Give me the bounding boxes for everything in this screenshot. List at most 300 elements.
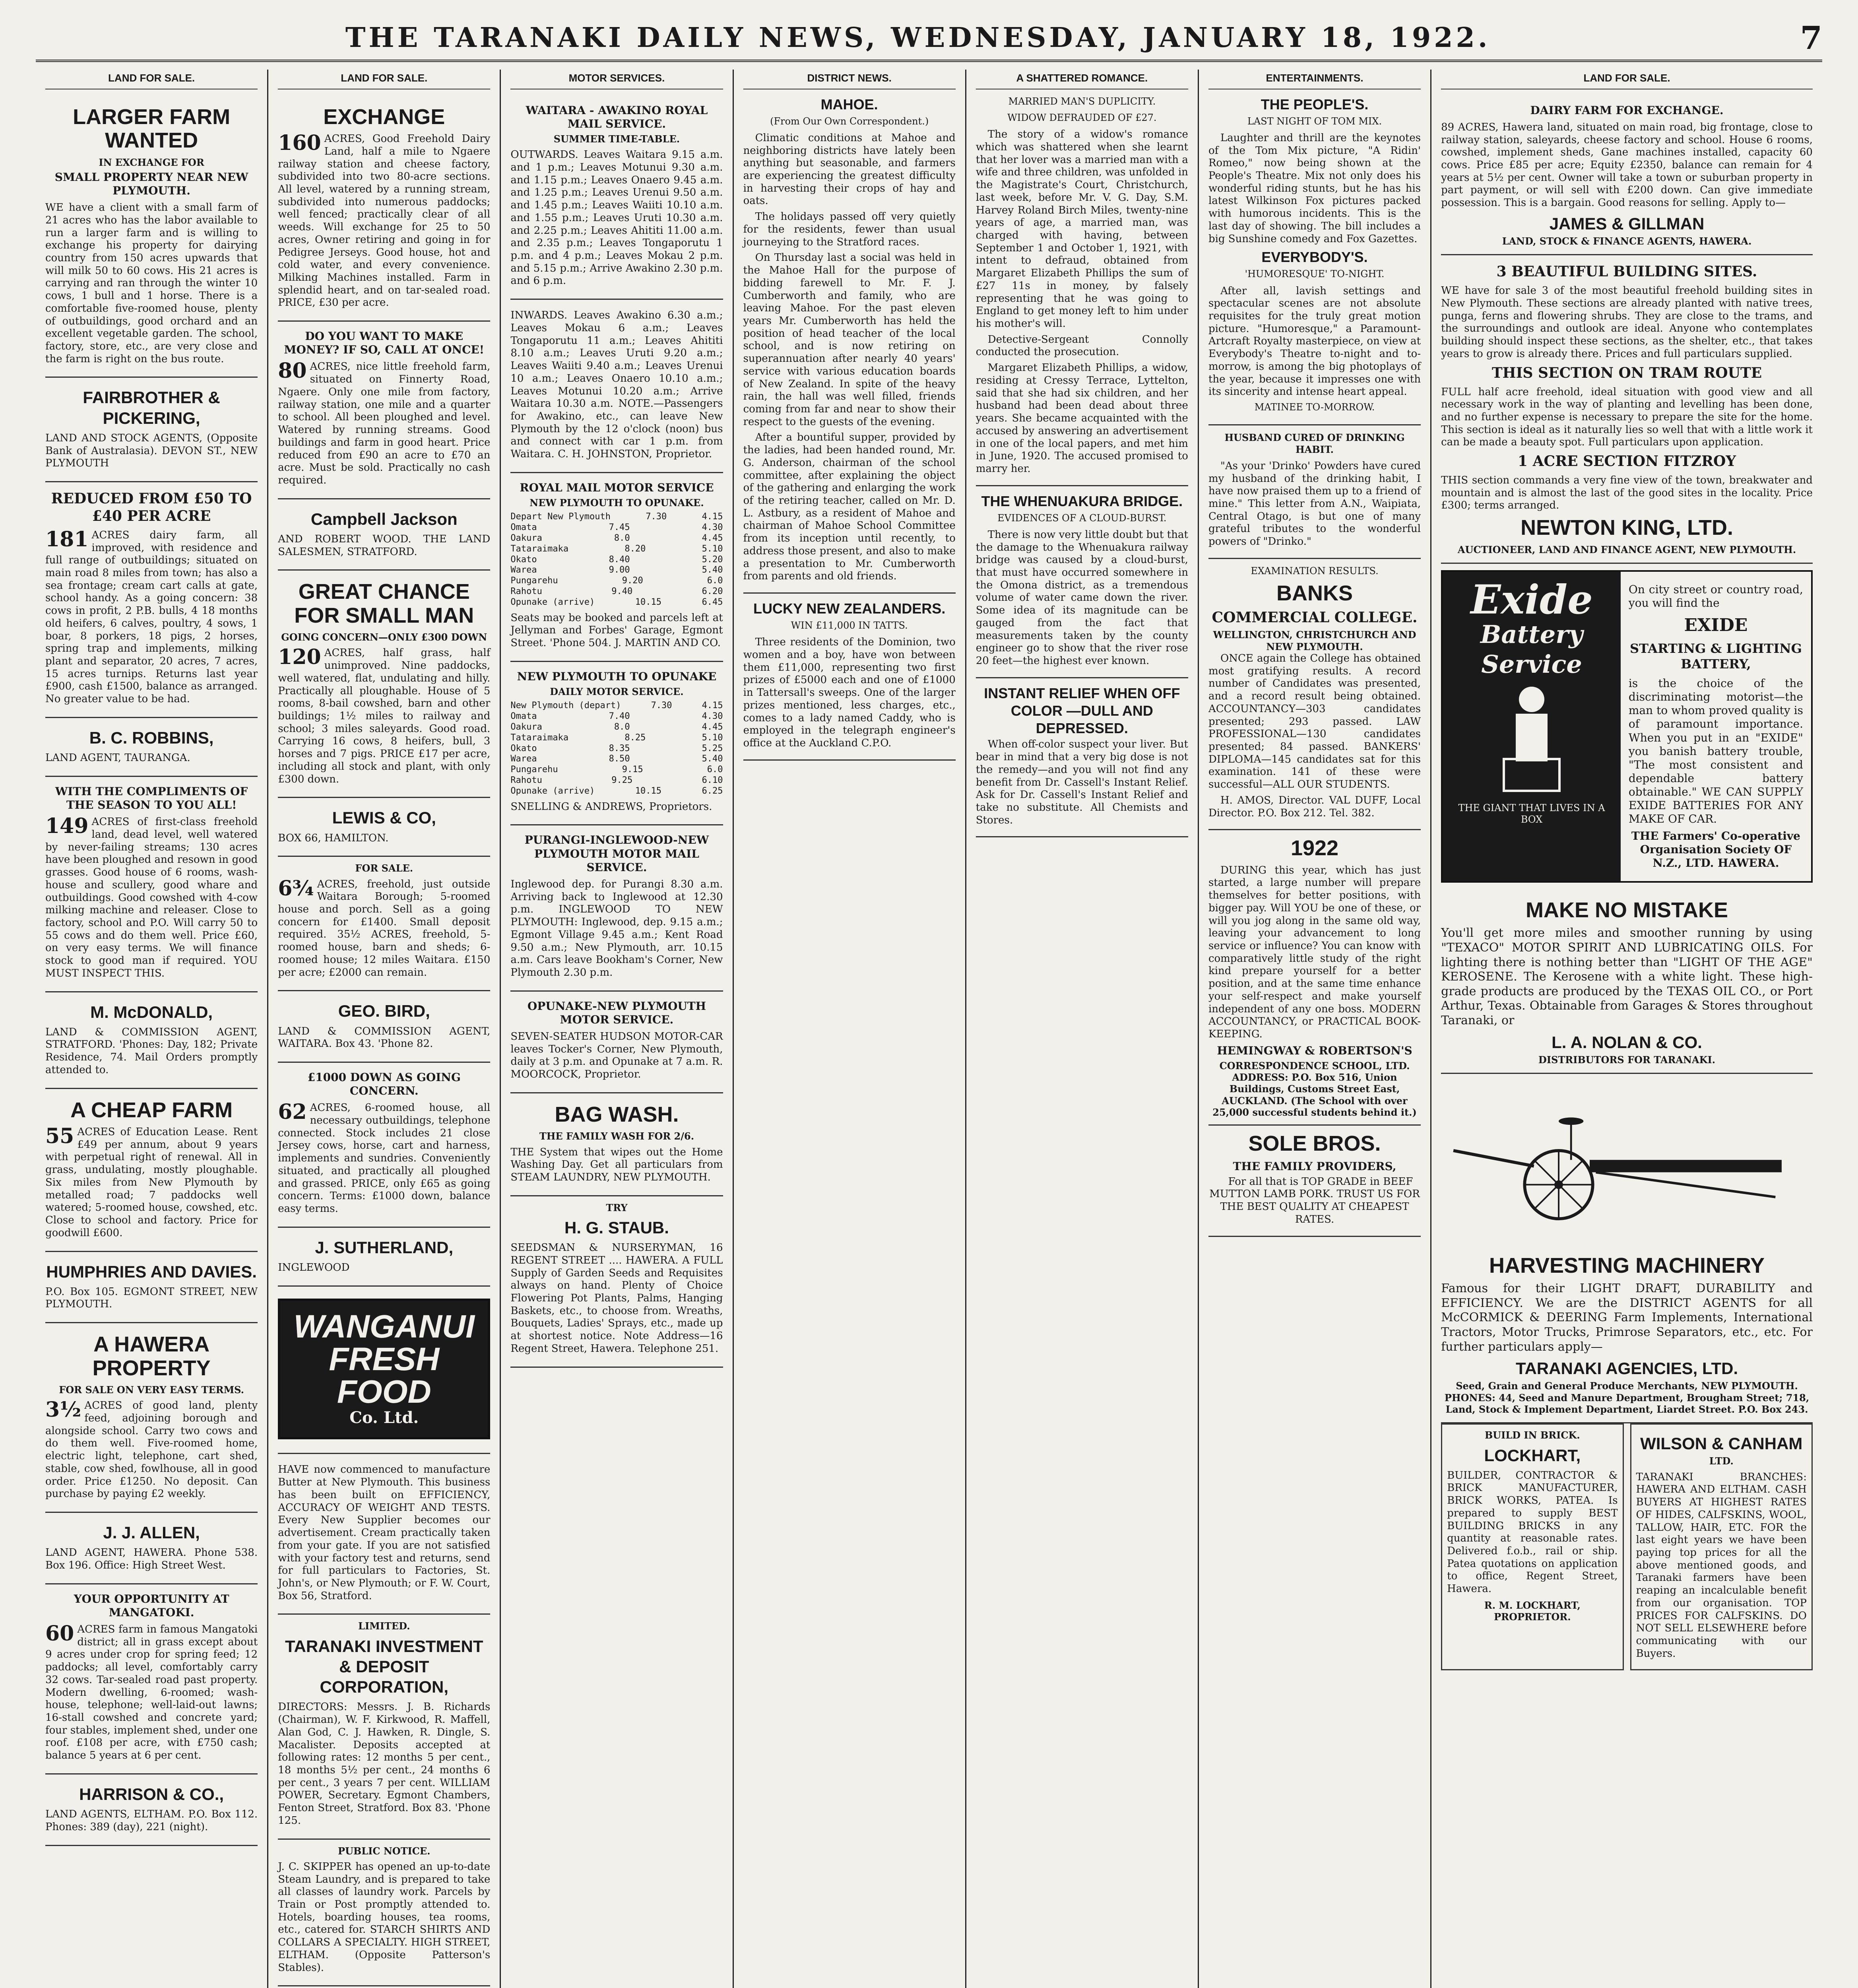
page-number: 7 — [1800, 19, 1822, 56]
ad-signature: H. AMOS, Director. VAL DUFF, Local Director. P.O. Box 212. Tel. 382. — [1208, 794, 1421, 819]
ad-headline: 3 BEAUTIFUL BUILDING SITES. — [1496, 263, 1757, 280]
ad-agent-details: AUCTIONEER, LAND AND FINANCE AGENT, NEW PLYMOUTH. — [1457, 544, 1796, 555]
timetable-cell: Oakura — [510, 533, 542, 543]
ad-headline: A CHEAP FARM — [70, 1098, 233, 1122]
ad-body: HAVE now commenced to manufacture Butter at New Plymouth. This business has been built on EFFICIENCY, ACCURACY OF WEIGHT AND TESTS. Every New Supplier becomes our advertisement. Cream practically taken from your gate. If you are not satisfied with your factory test and returns, send for full particulars to Factories, St. John's, or New Plymouth; or F. W. Court, Box 56, Stratford. — [278, 1464, 491, 1602]
article-headline: LUCKY NEW ZEALANDERS. — [753, 600, 946, 617]
ad-agent-details: Seed, Grain and General Produce Merchants, NEW PLYMOUTH. PHONES: 44, Seed and Manure Department, Brougham Street; 718, Land, Stock & Implement Department, Liardet Street. P.O. Box 243. — [1444, 1380, 1810, 1415]
timetable-cell: 5.25 — [702, 743, 723, 753]
timetable-row — [510, 711, 723, 722]
timetable-cell: 8.25 — [625, 732, 646, 743]
classified-ad — [278, 499, 490, 571]
ad-subhead: STARTING & LIGHTING BATTERY, — [1629, 641, 1802, 672]
ad-agent: HUMPHRIES AND DAVIES. — [46, 1262, 257, 1281]
ad-headline: A HAWERA PROPERTY — [92, 1332, 211, 1380]
wanganui-fresh-food-logo — [278, 1299, 490, 1440]
ad-subhead: SUMMER TIME-TABLE. — [553, 133, 680, 145]
ad-bottom-split — [1441, 1423, 1813, 1670]
article-paragraph: Climatic conditions at Mahoe and neighboring districts have lately been anything but seasonable, and farmers are experiencing the greatest difficulty in harvesting their crops of hay and oats. — [743, 132, 956, 207]
ad-text — [278, 1102, 490, 1215]
timetable-cell: 9.40 — [611, 586, 633, 597]
logo-line: WANGANUI — [293, 1308, 475, 1345]
timetable-cell: Tataraimaka — [510, 544, 569, 554]
timetable-row — [510, 533, 723, 544]
article-subhead: 'HUMORESQUE' TO-NIGHT. — [1245, 268, 1385, 280]
timetable-row — [510, 576, 723, 586]
masthead-title: THE TARANAKI DAILY NEWS, WEDNESDAY, JANUARY 18, 1922. — [345, 22, 1491, 54]
ad-headline: LARGER FARM WANTED — [73, 105, 231, 153]
timetable-cell: Depart New Plymouth — [510, 512, 611, 522]
ad-text — [45, 1400, 258, 1501]
ad-headline: 1922 — [1290, 836, 1339, 860]
ad-text: "As your 'Drinko' Powders have cured my husband of the drinking habit, I have now praised them up to a friend of mine." This letter from A.N., Waipiata, Central Otago, is but one of many grateful tributes to the wonderful powers of "Drinko." — [1208, 460, 1421, 548]
ad-text: BUILDER, CONTRACTOR & BRICK MANUFACTURER, BRICK WORKS, PATEA. Is prepared to supply BEST BUILDING BRICKS in any quantity at reasonable rates. Delivered f.o.b., rail or ship. Patea quotations on application to office, Regent Street, Hawera. — [1447, 1469, 1618, 1595]
ad-agent: TARANAKI INVESTMENT & DEPOSIT CORPORATION, — [285, 1637, 483, 1697]
exide-copy — [1621, 572, 1811, 881]
logo-line: FRESH FOOD — [329, 1341, 440, 1410]
ad-banks-college — [1208, 565, 1421, 830]
ad-agent: HARRISON & CO., — [79, 1784, 224, 1804]
classified-ad — [510, 96, 723, 300]
timetable-cell: 4.30 — [702, 522, 723, 533]
article-byline: (From Our Own Correspondent.) — [770, 115, 929, 127]
ad-sole-bros — [1208, 1132, 1421, 1237]
classified-ad — [45, 992, 258, 1089]
timetable-cell: 6.45 — [702, 597, 723, 607]
ad-subhead: GOING CONCERN—ONLY £300 DOWN — [281, 631, 487, 643]
ad-agent-details: DISTRIBUTORS FOR TARANAKI. — [1538, 1054, 1716, 1066]
classified-ad — [278, 1840, 490, 1987]
ad-text: When off-color suspect your liver. But bear in mind that a very big dose is not the remedy—and you will not find any benefit from Dr. Cassell's Instant Relief. Ask for Dr. Cassell's Instant Relief and take no substitute. All Chemists and Stores. — [976, 738, 1188, 826]
classified-ad — [510, 300, 723, 473]
ad-agent: J. J. ALLEN, — [103, 1523, 200, 1542]
ad-text — [45, 816, 258, 980]
section-label: DISTRICT NEWS. — [743, 70, 956, 89]
ad-firm-details: CORRESPONDENCE SCHOOL, LTD. ADDRESS: P.O. Box 516, Union Buildings, Customs Street East, AUCKLAND. (The School with over 25,000 successful students behind it.) — [1212, 1060, 1417, 1118]
ad-subhead: THE FAMILY WASH FOR 2/6. — [539, 1130, 694, 1142]
timetable-row — [510, 512, 723, 522]
ad-body: ACRES of good land, plenty feed, adjoining borough and alongside school. Carry two cows and do them well. Five-roomed home, electric light, telephone, cart shed, stable, cow shed, fowlhouse, all in good order. Price £1250. No deposit. Can purchase by paying £2 weekly. — [45, 1400, 258, 1500]
article-subhead: MARRIED MAN'S DUPLICITY. — [1008, 95, 1156, 107]
ad-headline: EXIDE — [1684, 615, 1748, 636]
ad-headline: WITH THE COMPLIMENTS OF THE SEASON TO YOU ALL! — [55, 784, 248, 812]
timetable-cell: Pungarehu — [510, 576, 558, 586]
article-subhead: EVIDENCES OF A CLOUD-BURST. — [997, 512, 1167, 524]
ad-agent: FAIRBROTHER & PICKERING, — [83, 388, 220, 427]
ad-headline: REDUCED FROM £50 TO £40 PER ACRE — [51, 490, 252, 524]
ad-subhead: COMMERCIAL COLLEGE. — [1212, 609, 1418, 626]
ad-text — [45, 1026, 258, 1077]
ad-harvesting-machinery — [1441, 1074, 1813, 1423]
article-subhead: WIDOW DEFRAUDED OF £27. — [1007, 112, 1157, 123]
ad-dairy-exchange — [1441, 96, 1813, 256]
ad-text: Famous for their LIGHT DRAFT, DURABILITY and EFFICIENCY. We are the DISTRICT AGENTS for all McCORMICK & DEERING Farm Implements, International Tractors, Motor Trucks, Primrose Separators, etc., etc. For further particulars apply— — [1441, 1281, 1813, 1354]
ad-body: WE have a client with a small farm of 21 acres who has the labor available to run a larger farm and is willing to exchange his property for dairying country from 150 acres upwards that will milk 50 to 60 cows. His 21 acres is carrying and ran through the winter 10 cows, 1 bull and 1 horse. There is a comfortable five-roomed house, plenty of outbuildings, good orchard and an excellent vegetable garden. The school, factory, store, etc., are very close and the farm is right on the bus route. — [45, 202, 258, 365]
ad-text — [45, 1126, 258, 1239]
ad-headline: HUSBAND CURED OF DRINKING HABIT. — [1224, 432, 1405, 455]
exide-logo — [1443, 572, 1621, 881]
ad-subhead: PUBLIC NOTICE. — [338, 1845, 431, 1857]
ad-acreage: 55 — [45, 1124, 74, 1149]
article-subhead: MATINEE TO-MORROW. — [1254, 402, 1375, 413]
timetable-cell: 4.15 — [702, 512, 723, 522]
ad-body: LAND AGENT, HAWERA. Phone 538. Box 196. Office: High Street West. — [45, 1547, 258, 1571]
ad-agent: M. McDONALD, — [90, 1002, 213, 1021]
timetable-cell: 9.20 — [622, 576, 643, 586]
classified-ad — [278, 1228, 490, 1287]
ad-headline: BAG WASH. — [555, 1102, 679, 1126]
article-lucky — [743, 600, 956, 761]
timetable-row — [510, 597, 723, 608]
ad-headline: MAKE NO MISTAKE — [1526, 898, 1728, 922]
ad-agent: JAMES & GILLMAN — [1549, 214, 1705, 233]
article-paragraph: After all, lavish settings and spectacular scenes are not absolute requisites for the truly great motion picture. "Humoresque," a Paramount-Artcraft Royalty masterpiece, on view at Everybody's Theatre to-night and to-morrow, is among the big photoplays of the year, because it impresses one with its sincerity and intense heart appeal. — [1208, 285, 1421, 398]
ad-subhead: NEW PLYMOUTH TO OPUNAKE. — [529, 497, 704, 509]
article-paragraph: Three residents of the Dominion, two women and a boy, have won between them £11,000, representing two first prizes of £5000 each and one of £1000 in Tattersall's sweeps. One of the larger prizes mentioned, less charges, etc., comes to a lady named Caddy, who is employed in the telegraph engineer's office at the Auckland C.P.O. — [743, 636, 956, 749]
classified-ad — [278, 1615, 490, 1839]
ad-agent: H. G. STAUB. — [564, 1218, 669, 1237]
article-paragraph: The holidays passed off very quietly for the residents, fewer than usual journeying to the Stratford races. — [743, 211, 956, 248]
classified-ad — [45, 1584, 258, 1774]
ad-body: J. C. SKIPPER has opened an up-to-date Steam Laundry, and is prepared to take all classes of laundry work. Parcels by Train or Post promptly attended to. Hotels, boarding houses, tea rooms, etc., catered for. STARCH SHIRTS AND COLLARS A SPECIALTY. HIGH STREET, ELTHAM. (Opposite Patterson's Stables). — [278, 1860, 491, 1974]
ad-headline: PURANGI-INGLEWOOD-NEW PLYMOUTH MOTOR MAIL SERVICE. — [524, 833, 709, 874]
ad-acreage: 181 — [45, 527, 89, 551]
timetable-cell: 6.0 — [707, 765, 723, 775]
timetable-cell: 8.20 — [625, 544, 646, 554]
timetable-cell: 7.40 — [609, 711, 630, 722]
ad-agent: NEWTON KING, LTD. — [1521, 516, 1734, 540]
column-land-for-sale-2 — [267, 70, 500, 1988]
article-peoples — [1208, 96, 1421, 426]
ad-headline: DO YOU WANT TO MAKE MONEY? IF SO, CALL AT ONCE! — [284, 330, 485, 357]
ad-text: is the choice of the discriminating motorist—the man to whom proved quality is of paramount importance. When you put in an "EXIDE" you banish battery trouble, "The most consistent and dependable battery obtainable." WE CAN SUPPLY EXIDE BATTERIES FOR ANY MAKE OF CAR. — [1628, 676, 1803, 826]
ad-lockhart — [1441, 1423, 1623, 1670]
exide-logo-text: Exide — [1470, 576, 1593, 623]
article-headline: THE WHENUAKURA BRIDGE. — [981, 493, 1183, 509]
timetable-cell: Okato — [510, 743, 537, 753]
classified-ad — [510, 992, 723, 1093]
timetable-cell: 8.35 — [609, 743, 630, 753]
column-district-news — [733, 70, 965, 1988]
timetable-row — [510, 722, 723, 733]
timetable-cell: 6.25 — [702, 786, 723, 796]
ad-kicker: EXAMINATION RESULTS. — [1251, 565, 1379, 577]
timetable-cell: Okato — [510, 554, 537, 565]
ad-text — [510, 309, 723, 461]
timetable-cell: 4.45 — [702, 533, 723, 543]
classified-ad — [45, 1774, 258, 1846]
ad-agent: LEWIS & CO, — [332, 808, 436, 827]
ad-signature: R. M. LOCKHART, PROPRIETOR. — [1484, 1599, 1581, 1623]
ad-text: On city street or country road, you will find the — [1628, 582, 1803, 610]
ad-subhead: IN EXCHANGE FOR — [99, 156, 204, 168]
timetable-row — [510, 701, 723, 711]
harvester-illustration-icon — [1441, 1087, 1813, 1239]
ad-body: LAND AGENT, TAURANGA. — [45, 752, 190, 764]
ad-make-no-mistake — [1441, 889, 1813, 1074]
ad-text: WE have for sale 3 of the most beautiful freehold building sites in New Plymouth. These sections are already planted with native trees, punga, ferns and flowering shrubs. They are close to the trams, and the surroundings and outlook are ideal. Anyone who contemplates building should inspect these sections, as the shelter, etc., that takes years to grow is already there. Prices and full particulars supplied. — [1441, 285, 1813, 360]
ad-text — [45, 202, 258, 365]
section-label: LAND FOR SALE. — [278, 70, 490, 89]
ad-text: FULL half acre freehold, ideal situation with good view and all necessary work in the way of planting and levelling has been done, and no further expense is necessary to prepare the site for the home. This section is ideal as it naturally lies so well that with a little work it can be made a beauty spot. Full particulars upon application. — [1441, 386, 1813, 448]
ad-headline: THIS SECTION ON TRAM ROUTE — [1491, 364, 1762, 381]
ad-firm: HEMINGWAY & ROBERTSON'S — [1217, 1044, 1412, 1057]
ad-body: SEVEN-SEATER HUDSON MOTOR-CAR leaves Tocker's Corner, New Plymouth, daily at 3 p.m. and Opunake at 7 a.m. R. MOORCOCK, Proprietor. — [510, 1030, 723, 1081]
classified-ad — [510, 662, 723, 826]
ad-body: ACRES farm in famous Mangatoki district; all in grass except about 9 acres under crop for spring feed; 12 paddocks; all level, comfortably carry 32 cows. Tar-sealed road past property. Modern dwelling, 6-roomed; wash-house, telephone; well-laid-out lawns; 16-stall cowshed and concrete yard; four stables, implement shed, under one roof. £108 per acre, with £750 cash; balance 5 years at 6 per cent. — [45, 1623, 258, 1762]
timetable-row — [510, 754, 723, 765]
ad-text — [278, 1861, 490, 1974]
column-motor-services — [500, 70, 732, 1988]
timetable-cell: 9.25 — [611, 775, 633, 786]
timetable-cell: 5.20 — [702, 554, 723, 565]
classified-ad — [45, 1513, 258, 1584]
article-romance — [976, 96, 1188, 486]
ad-body: INWARDS. Leaves Awakino 6.30 a.m.; Leaves Mokau 6 a.m.; Leaves Tongaporutu 11 a.m.; Leaves Ahititi 8.10 a.m.; Leaves Uruti 9.20 a.m.; Leaves Waiiti 9.40 a.m.; Leaves Urenui 10 a.m.; Leaves Onaero 10.10 a.m.; Leaves Motunui 10.20 a.m.; Arrive Waitara 10.30 a.m. NOTE.—Passengers for Awakino, etc., can leave New Plymouth by the 12 o'clock (noon) bus and connect with car 1 p.m. from Waitara. C. H. JOHNSTON, Proprietor. — [510, 309, 723, 460]
ad-text — [278, 878, 490, 979]
ad-acreage: 149 — [45, 814, 89, 839]
ad-instant-relief — [976, 685, 1188, 838]
article-paragraph: Detective-Sergeant Connolly conducted the prosecution. — [976, 333, 1188, 358]
timetable-cell: Omata — [510, 522, 537, 533]
classified-ad — [45, 1252, 258, 1324]
ad-headline: LOCKHART, — [1484, 1446, 1581, 1465]
article-paragraph: After a bountiful supper, provided by the ladies, had been handed round, Mr. G. Anderson, chairman of the school committee, after explaining the object of the gathering and enlarging the work of the retiring teacher, called on Mr. D. L. Astbury, as a resident of Mahoe and chairman of Mahoe School Committee from its inception until recently, to address those present, and also to make a presentation to Mr. Cumberworth from parents and old friends. — [743, 431, 956, 582]
ad-body: Inglewood dep. for Purangi 8.30 a.m. Arriving back to Inglewood at 12.30 p.m. INGLEWOOD TO NEW PLYMOUTH: Inglewood, dep. 9.15 a.m.; Egmont Village 9.45 a.m.; Kent Road 9.50 a.m.; New Plymouth, arr. 10.15 a.m. Cars leave Bookham's Corner, New Plymouth 2.30 p.m. — [510, 878, 723, 978]
ad-text — [510, 801, 723, 813]
ad-text: ONCE again the College has obtained most gratifying results. A record number of Candidates was presented, and a record result being obtained. ACCOUNTANCY—303 candidates presented; 293 passed. LAW PROFESSIONAL—130 candidates presented; 84 passed. BANKERS' DIPLOMA—145 candidates sat for this examination. 141 of these were successful—ALL OUR STUDENTS. — [1208, 652, 1421, 791]
timetable-cell: 7.45 — [609, 522, 630, 533]
ad-subhead: LIMITED. — [358, 1620, 410, 1632]
ad-body: THE System that wipes out the Home Washing Day. Get all particulars from STEAM LAUNDRY, NEW PLYMOUTH. — [510, 1146, 723, 1183]
ad-body: P.O. Box 105. EGMONT STREET, NEW PLYMOUTH. — [45, 1285, 258, 1310]
article-subhead: LAST NIGHT OF TOM MIX. — [1247, 115, 1382, 127]
ad-headline: WAITARA - AWAKINO ROYAL MAIL SERVICE. — [526, 103, 708, 130]
classified-ad — [45, 1323, 258, 1513]
ad-headline: DAIRY FARM FOR EXCHANGE. — [1530, 103, 1724, 117]
ad-headline: OPUNAKE-NEW PLYMOUTH MOTOR SERVICE. — [527, 999, 706, 1026]
ad-body: LAND AGENTS, ELTHAM. P.O. Box 112. Phones: 389 (day), 221 (night). — [45, 1808, 258, 1833]
ad-text — [510, 1242, 723, 1355]
timetable-cell: 8.40 — [609, 554, 630, 565]
article-subhead: WIN £11,000 IN TATTS. — [791, 619, 908, 631]
timetable-cell: 9.15 — [622, 765, 643, 775]
classified-ad — [278, 322, 490, 499]
ad-text — [45, 1808, 258, 1833]
ad-agent: J. SUTHERLAND, — [315, 1238, 454, 1257]
timetable-cell: 5.40 — [702, 565, 723, 575]
classified-ad — [278, 1287, 490, 1454]
ad-text — [278, 647, 490, 786]
classified-ad — [278, 1063, 490, 1228]
ad-text — [278, 1464, 490, 1602]
ad-text — [510, 149, 723, 287]
ad-text — [278, 832, 490, 845]
classified-ad — [45, 378, 258, 482]
ad-headline: BANKS — [1276, 581, 1353, 606]
classified-ad — [45, 718, 258, 777]
article-headline: THE PEOPLE'S. — [1261, 96, 1369, 113]
timetable-cell: Opunake (arrive) — [510, 786, 595, 796]
exide-logo-tagline: THE GIANT THAT LIVES IN A BOX — [1458, 802, 1605, 825]
ad-headline: £1000 DOWN AS GOING CONCERN. — [307, 1070, 461, 1098]
timetable-cell: 4.30 — [702, 711, 723, 722]
timetable-row — [510, 522, 723, 533]
timetable-cell: 4.45 — [702, 722, 723, 732]
timetable-cell: Pungarehu — [510, 765, 558, 775]
ad-text: You'll get more miles and smoother running by using "TEXACO" MOTOR SPIRIT AND LUBRICATING OILS. For lighting there is nothing better than "LIGHT OF THE AGE" KEROSENE. The Kerosene with a white light. These high-grade products are produced by the TEXAS OIL CO., or Port Arthur, Texas. Obtainable from Garages & Stores throughout Taranaki, or — [1441, 926, 1813, 1028]
ad-body: SEEDSMAN & NURSERYMAN, 16 REGENT STREET .... HAWERA. A FULL Supply of Garden Seeds and Requisites always on hand. Plenty of Choice Flowering Pot Plants, Palms, Hanging Baskets, etc., to choose from. Wreaths, Bouquets, Ladies' Sprays, etc., made up at shortest notice. Note Address—16 Regent Street, Hawera. Telephone 251. — [510, 1242, 723, 1355]
ad-text — [510, 878, 723, 979]
ad-text — [278, 361, 490, 487]
section-label: LAND FOR SALE. — [1441, 70, 1813, 89]
article-mahoe — [743, 96, 956, 594]
ad-body: Seats may be booked and parcels left at Jellyman and Forbes' Garage, Egmont Street. 'Phone 504. J. MARTIN AND CO. — [510, 612, 723, 649]
column-entertainments — [1198, 70, 1430, 1988]
ad-agent: Campbell Jackson — [310, 509, 458, 528]
ad-exide — [1441, 570, 1813, 883]
classified-ad — [278, 571, 490, 798]
classified-ad — [278, 991, 490, 1063]
ad-body: ACRES, nice little freehold farm, situated on Finnerty Road, Ngaere. Only one mile from factory, railway station, one mile and a quarter to school. All been ploughed and level. Watered by running streams. Good buildings and farm in good heart. Price reduced from £90 an acre to £70 an acre. Must be sold. Practically no cash required. — [278, 361, 491, 486]
ad-text — [278, 133, 490, 309]
battery-man-icon — [1488, 679, 1575, 799]
exide-logo-sub: Battery Service — [1480, 619, 1583, 679]
timetable-cell: Rahotu — [510, 586, 542, 597]
ad-text: For all that is TOP GRADE in BEEF MUTTON LAMB PORK. TRUST US FOR THE BEST QUALITY AT CHEAPEST RATES. — [1209, 1175, 1420, 1225]
column-land-for-sale-1 — [36, 70, 267, 1988]
ad-1922 — [1208, 837, 1421, 1126]
ad-body: ACRES dairy farm, all improved, with residence and full range of outbuildings; situated on main road 8 miles from town; has also a sea frontage; cream cart calls at gate, school handy. As a going concern: 38 cows in profit, 2 P.B. bulls, 4 18 months old heifers, 6 calves, poultry, 4 sows, 1 boar, 8 porkers, 18 pigs, 2 horses, spring trap and implements, milking plant and separator, 20 acres, 7 acres, 15 acres turnips. Returns last year £900, cash £1500, balance as arranged. No greater value to be had. — [45, 529, 258, 705]
ad-text — [45, 529, 258, 706]
ad-subhead: DAILY MOTOR SERVICE. — [550, 686, 684, 698]
ad-headline: HARVESTING MACHINERY — [1489, 1253, 1765, 1277]
ad-firm: THE Farmers' Co-operative Organisation Society OF N.Z., LTD. HAWERA. — [1631, 829, 1800, 870]
ad-body: ACRES, half grass, half unimproved. Nine paddocks, well watered, flat, undulating and hilly. Practically all ploughable. House of 5 rooms, 8-bail cowshed, barn and other buildings; 1½ miles to railway and school; 3 miles saleyards. Good road. Carrying 16 cows, 8 heifers, bull, 3 horses and 7 pigs. PRICE £17 per acre, including all stock and plant, with only £300 down. — [278, 647, 491, 785]
section-label: ENTERTAINMENTS. — [1208, 70, 1421, 89]
classified-ad — [278, 1454, 490, 1615]
ad-subhead: THE FAMILY PROVIDERS, — [1233, 1159, 1396, 1173]
timetable-cell: 10.15 — [635, 597, 662, 607]
classified-ad — [278, 798, 490, 857]
ad-body: LAND & COMMISSION AGENT, WAITARA. Box 43. 'Phone 82. — [278, 1025, 491, 1050]
ad-headline: INSTANT RELIEF WHEN OFF COLOR —DULL AND DEPRESSED. — [984, 685, 1180, 736]
ad-acreage: 80 — [278, 359, 307, 383]
timetable-row — [510, 733, 723, 744]
timetable-row — [510, 786, 723, 797]
ad-wilson-canham — [1630, 1423, 1813, 1670]
page-columns — [36, 70, 1822, 1988]
ad-acreage: 160 — [278, 131, 321, 155]
timetable-cell: 6.20 — [702, 586, 723, 597]
timetable-cell: 8.0 — [614, 533, 630, 543]
ad-agent: L. A. NOLAN & CO. — [1552, 1033, 1702, 1052]
ad-acreage: 3½ — [45, 1398, 81, 1422]
article-paragraph: There is now very little doubt but that the damage to the Whenuakura railway bridge was caused by a cloud-burst, that must have occurred somewhere in the Omona district, as a tremendous volume of water came down the river. Some idea of its magnitude can be gauged from the fact that measurements taken by the county engineer go to show that the river rose 20 feet—the highest ever known. — [976, 528, 1188, 667]
ad-subhead: SMALL PROPERTY NEAR NEW PLYMOUTH. — [54, 170, 248, 197]
timetable-cell: 5.40 — [702, 754, 723, 764]
ad-text — [510, 612, 723, 650]
ad-subhead: TRY — [606, 1202, 628, 1213]
ad-body: ACRES of first-class freehold land, dead level, well watered by never-failing streams; 130 acres have been ploughed and resown in good grasses. Good house of 6 rooms, wash-house and scullery, good whare and outbuildings. Good cowshed with 4-cow milking machine and releaser. Close to factory, school and P.O. Will carry 50 to 55 cows and do them well. Price £60, on very easy terms. We will finance stock to good man if required. YOU MUST INSPECT THIS. — [45, 816, 258, 979]
ad-subhead: FOR SALE. — [355, 862, 413, 874]
timetable-row — [510, 744, 723, 754]
timetable-cell: 10.15 — [635, 786, 662, 796]
ad-body: ACRES, 6-roomed house, all necessary outbuildings, telephone connected. Stock includes 21 close Jersey cows, horse, cart and harness, implements and sundries. Conveniently situated, and practically all ploughed and grassed. PRICE, only £65 as going concern. Terms: £1000 down, balance easy terms. — [278, 1102, 491, 1215]
timetable-row — [510, 765, 723, 775]
timetable-cell: Warea — [510, 565, 537, 575]
ad-agent-details: LAND, STOCK & FINANCE AGENTS, HAWERA. — [1502, 235, 1752, 247]
timetable-cell: 9.00 — [609, 565, 630, 575]
timetable-cell: 8.0 — [614, 722, 630, 732]
timetable-cell: 8.50 — [609, 754, 630, 764]
section-label: A SHATTERED ROMANCE. — [976, 70, 1188, 89]
ad-text — [45, 752, 258, 765]
ad-drinko — [1208, 432, 1421, 559]
ad-text — [278, 1025, 490, 1050]
classified-ad — [510, 825, 723, 991]
ad-headline: GREAT CHANCE FOR SMALL MAN — [294, 580, 474, 627]
ad-agent: B. C. ROBBINS, — [89, 728, 214, 747]
ad-headline: ROYAL MAIL MOTOR SERVICE — [520, 481, 714, 494]
timetable-cell: 7.30 — [646, 512, 667, 522]
ad-text — [510, 1146, 723, 1184]
timetable-row — [510, 555, 723, 565]
column-shattered-romance — [965, 70, 1198, 1988]
article-paragraph: Margaret Elizabeth Phillips, a widow, residing at Cressy Terrace, Lyttelton, said that she had six children, and her husband had been dead about three years. She became acquainted with the accused by answering an advertisement in one of the local papers, and met him in June, 1920. The accused promised to marry her. — [976, 362, 1188, 475]
timetable — [510, 512, 723, 608]
ad-body: SNELLING & ANDREWS, Proprietors. — [510, 800, 712, 813]
timetable — [510, 701, 723, 796]
ad-subhead: LTD. — [1709, 1455, 1734, 1467]
classified-ad — [278, 857, 490, 991]
ad-body: BOX 66, HAMILTON. — [278, 832, 389, 844]
ad-subhead: FOR SALE ON VERY EASY TERMS. — [59, 1384, 244, 1396]
section-label: LAND FOR SALE. — [45, 70, 258, 89]
timetable-cell: 6.10 — [702, 775, 723, 786]
ad-text — [278, 1701, 490, 1827]
article-paragraph: On Thursday last a social was held in the Mahoe Hall for the purpose of bidding farewell to Mr. F. J. Cumberworth and family, who are leaving Mahoe. For the past eleven years Mr. Cumberworth has held the position of head teacher of the local school, and is now retiring on superannuation after nearly 40 years' service with various education boards of New Zealand. In spite of the heavy rain, the hall was well filled, friends coming from far and near to show their respect to the guests of the evening. — [743, 252, 956, 428]
masthead — [36, 16, 1822, 62]
ad-text: DURING this year, which has just started, a large number will prepare themselves for better positions, with bigger pay. Will YOU be one of these, or will you jog along in the same old way, leaving your advancement to long service or influence? You can know with comparatively little study of the right kind prepare yourself for a better position, and at the same time enhance your self-respect and make yourself independent of any one boss. MODERN ACCOUNTANCY, or PRACTICAL BOOK-KEEPING. — [1208, 864, 1421, 1040]
section-label: MOTOR SERVICES. — [510, 70, 723, 89]
article-bridge — [976, 493, 1188, 678]
ad-text — [510, 1031, 723, 1081]
ad-text — [278, 1262, 490, 1274]
article-paragraph: Laughter and thrill are the keynotes of the Tom Mix picture, "A Ridin' Romeo," now being shown at the People's Theatre. Mix not only does his wonderful riding stunts, but he has his latest Wilkinson Fox pictures packed with humorous incidents. This is the last day of showing. The bill includes a big Sunshine comedy and Fox Gazettes. — [1208, 132, 1421, 245]
ad-text: 89 ACRES, Hawera land, situated on main road, big frontage, close to railway station, saleyards, cheese factory and school. House 6 rooms, cowshed, implement sheds, Gane machines installed, capacity 60 cows. Price £85 per acre; Equity £2350, balance can remain for 4 years at 5½ per cent. Owner will take a town or suburban property in part payment, or will sell with £200 down. Can give immediate possession. This is a bargain. Good reasons for selling. Apply to— — [1441, 121, 1813, 209]
ad-headline: WILSON & CANHAM — [1640, 1434, 1803, 1453]
ad-body: LAND AND STOCK AGENTS, (Opposite Bank of Australasia). DEVON ST., NEW PLYMOUTH — [45, 432, 258, 470]
ad-acreage: 62 — [278, 1100, 307, 1124]
ad-kicker: BUILD IN BRICK. — [1484, 1429, 1580, 1441]
ad-body: AND ROBERT WOOD. THE LAND SALESMEN, STRATFORD. — [278, 533, 491, 558]
article-place: MAHOE. — [820, 96, 878, 113]
column-right-ads — [1430, 70, 1822, 1988]
classified-ad — [510, 473, 723, 662]
ad-body: INGLEWOOD — [278, 1261, 350, 1274]
article-headline: EVERYBODY'S. — [1261, 249, 1368, 266]
ad-location: WELLINGTON, CHRISTCHURCH AND NEW PLYMOUTH. — [1213, 629, 1416, 652]
ad-body: OUTWARDS. Leaves Waitara 9.15 a.m. and 1 p.m.; Leaves Motunui 9.30 a.m. and 1.15 p.m.; Leaves Onaero 9.45 a.m. and 1.25 p.m.; Leaves Urenui 9.50 a.m. and 1.45 p.m.; Leaves Waiiti 10.10 a.m. and 1.55 p.m.; Leaves Uruti 10.30 a.m. and 2.25 p.m.; Leaves Ahititi 11.00 a.m. and 2.35 p.m.; Leaves Tongaporutu 1 p.m. and 4 p.m.; Leaves Mokau 2 p.m. and 5.15 p.m.; Arrive Awakino 2.30 p.m. and 6 p.m. — [510, 149, 723, 287]
classified-ad — [45, 777, 258, 992]
classified-ad — [510, 1093, 723, 1196]
ad-body: ACRES, Good Freehold Dairy Land, half a mile to Ngaere railway station and cheese factory, subdivided into two 80-acre sections. All level, watered by a running stream, subdivided into numerous paddocks; well fenced; practically clear of all weeds. Will exchange for 25 to 50 acres, Owner retiring and going in for Pedigree Jerseys. Good house, hot and cold water, and every convenience. Milking Machines installed. Farm in splendid heart, and on tar-sealed road. PRICE, £30 per acre. — [278, 133, 491, 309]
ad-headline: 1 ACRE SECTION FITZROY — [1518, 453, 1736, 470]
timetable-row — [510, 544, 723, 555]
timetable-cell: Tataraimaka — [510, 732, 569, 743]
ad-acreage: 60 — [45, 1621, 74, 1646]
